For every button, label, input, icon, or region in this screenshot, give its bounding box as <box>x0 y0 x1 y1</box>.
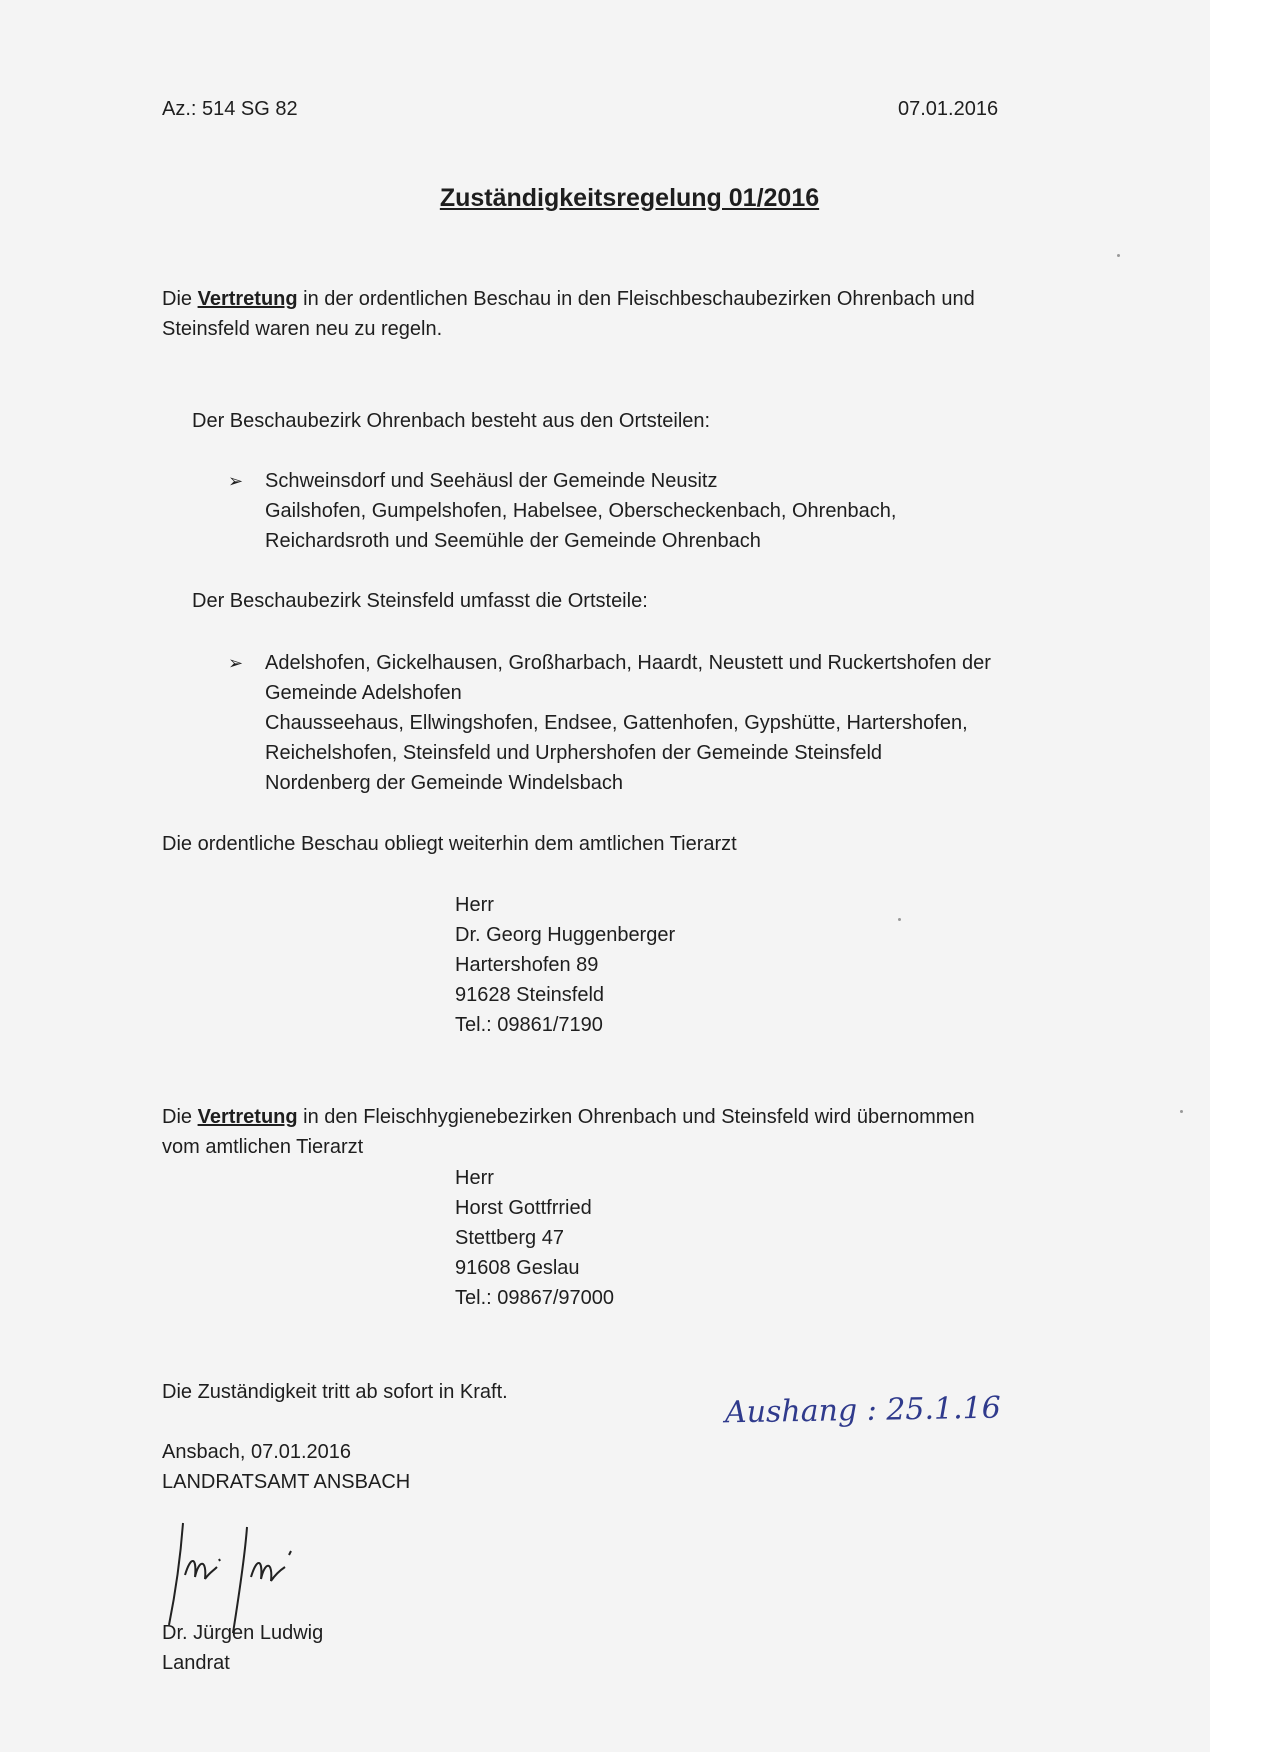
substitution-emphasis: Vertretung <box>197 1106 298 1128</box>
substitute-address-line: Herr <box>455 1167 494 1189</box>
steinsfeld-line-4: Reichelshofen, Steinsfeld und Urphershofen der Gemeinde Steinsfeld <box>265 742 883 764</box>
signature-drawing <box>155 1515 345 1635</box>
vet-address-line: Hartershofen 89 <box>455 954 599 976</box>
steinsfeld-line-3: Chausseehaus, Ellwingshofen, Endsee, Gattenhofen, Gypshütte, Hartershofen, <box>265 712 968 734</box>
steinsfeld-line-5: Nordenberg der Gemeinde Windelsbach <box>265 772 623 794</box>
vet-address-line: 91628 Steinsfeld <box>455 984 605 1006</box>
ohrenbach-line-1: Schweinsdorf und Seehäusl der Gemeinde Neusitz <box>265 470 718 492</box>
steinsfeld-heading: Der Beschaubezirk Steinsfeld umfasst die Ortsteile: <box>192 590 648 612</box>
vet-address-line: Tel.: 09861/7190 <box>455 1014 603 1036</box>
closing-office: LANDRATSAMT ANSBACH <box>162 1471 411 1493</box>
bullet-arrow-icon: ➢ <box>228 653 244 673</box>
substitution-line-1: Die Vertretung in den Fleischhygienebezirken Ohrenbach und Steinsfeld wird übernommen <box>162 1106 975 1128</box>
ohrenbach-line-3: Reichardsroth und Seemühle der Gemeinde Ohrenbach <box>265 530 761 552</box>
effective-statement: Die Zuständigkeit tritt ab sofort in Kraft. <box>162 1381 508 1403</box>
signatory-name: Dr. Jürgen Ludwig <box>162 1622 324 1644</box>
vet-address-line: Herr <box>455 894 494 916</box>
scan-speck <box>1117 254 1120 257</box>
handwritten-posting-note: Aushang : 25.1.16 <box>724 1390 1002 1431</box>
intro-line-1: Die Vertretung in der ordentlichen Beschau in den Fleischbeschaubezirken Ohrenbach und <box>162 288 975 310</box>
document-title: Zuständigkeitsregelung 01/2016 <box>439 184 820 212</box>
bullet-arrow-icon: ➢ <box>228 471 244 491</box>
reference-number: Az.: 514 SG 82 <box>162 98 298 120</box>
substitution-line-2: vom amtlichen Tierarzt <box>162 1136 364 1158</box>
signatory-title: Landrat <box>162 1652 230 1674</box>
ohrenbach-heading: Der Beschaubezirk Ohrenbach besteht aus den Ortsteilen: <box>192 410 711 432</box>
scan-speck <box>898 918 901 921</box>
closing-place-date: Ansbach, 07.01.2016 <box>162 1441 352 1463</box>
substitute-address-line: 91608 Geslau <box>455 1257 580 1279</box>
intro-emphasis: Vertretung <box>197 288 298 310</box>
ohrenbach-line-2: Gailshofen, Gumpelshofen, Habelsee, Oberscheckenbach, Ohrenbach, <box>265 500 897 522</box>
substitute-address-line: Horst Gottfrried <box>455 1197 592 1219</box>
steinsfeld-line-1: Adelshofen, Gickelhausen, Großharbach, Haardt, Neustett und Ruckertshofen der <box>265 652 991 674</box>
document-date: 07.01.2016 <box>898 98 999 120</box>
substitute-address-line: Stettberg 47 <box>455 1227 564 1249</box>
steinsfeld-line-2: Gemeinde Adelshofen <box>265 682 462 704</box>
scan-speck <box>1180 1110 1183 1113</box>
intro-line-2: Steinsfeld waren neu zu regeln. <box>162 318 443 340</box>
vet-address-line: Dr. Georg Huggenberger <box>455 924 676 946</box>
regular-inspection-text: Die ordentliche Beschau obliegt weiterhin dem amtlichen Tierarzt <box>162 833 737 855</box>
substitute-address-line: Tel.: 09867/97000 <box>455 1287 615 1309</box>
